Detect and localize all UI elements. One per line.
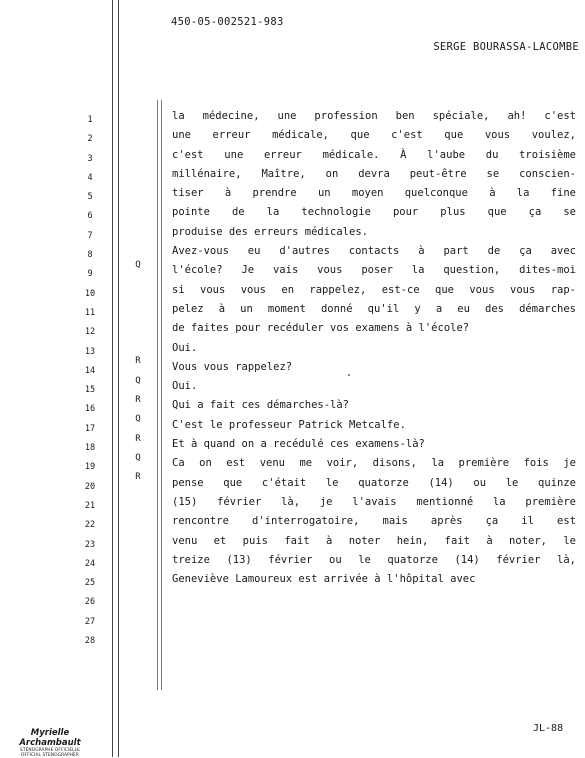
line-number: 5 (87, 192, 93, 203)
page-number: JL-88 (533, 723, 564, 734)
stenographer-stamp (0, 728, 100, 758)
line-number: 12 (84, 327, 96, 338)
transcript-line: Qui a fait ces démarches-là? (172, 399, 350, 412)
line-number: 26 (84, 597, 96, 608)
line-number: 9 (87, 269, 93, 280)
transcript-line: la médecine, une profession ben spéciale, ah! c'est (172, 110, 576, 122)
transcript-line: venu et puis fait à noter hein, fait à noter, le (172, 534, 576, 547)
line-number: 24 (84, 558, 96, 569)
line-number: 7 (87, 230, 93, 241)
transcript-line: tiser à prendre un moyen quelconque à la fine (172, 187, 576, 200)
line-number: 2 (87, 134, 93, 145)
stenographer-title-en: OFFICIAL STENOGRAPHER (21, 753, 79, 758)
line-number: 16 (84, 404, 96, 415)
transcript-line: C'est le professeur Patrick Metcalfe. (172, 418, 406, 431)
line-number: 25 (84, 578, 96, 589)
transcript-line: Ca on est venu me voir, disons, la première fois je (172, 457, 576, 470)
transcript-line: produise des erreurs médicales. (172, 225, 368, 238)
line-number: 13 (84, 346, 96, 357)
transcript-line: millénaire, Maître, on devra peut-être se conscien- (172, 167, 576, 180)
line-number: 23 (84, 539, 96, 550)
transcript-line: Vous vous rappelez? (172, 360, 293, 373)
transcript-line: de faites pour recéduler vos examens à l'école? (172, 322, 470, 335)
stenographer-title-fr: STÉNOGRAPHE OFFICIELLE (20, 748, 80, 753)
speaker-column-rule (157, 100, 158, 690)
transcript-line: treize (13) février ou le quatorze (14) février là, (172, 553, 576, 566)
line-number: 15 (84, 385, 96, 396)
scan-speck (348, 374, 350, 376)
speaker-marker: R (135, 395, 141, 406)
speaker-marker: Q (135, 375, 141, 386)
line-number: 6 (87, 211, 93, 222)
speaker-marker: Q (135, 452, 141, 463)
witness-name: SERGE BOURASSA-LACOMBE (433, 41, 579, 53)
line-number: 18 (84, 443, 96, 454)
transcript-line: Oui. (172, 341, 198, 354)
transcript-line: c'est une erreur médicale. À l'aube du troisième (172, 148, 576, 161)
stenographer-name: Myrielle Archambault (19, 728, 81, 748)
transcript-line: si vous vous en rappelez, est-ce que vous vous rap- (172, 283, 576, 296)
speaker-marker: Q (135, 414, 141, 425)
line-number: 11 (84, 307, 96, 318)
line-number: 3 (87, 153, 93, 164)
document-number: 450-05-002521-983 (171, 16, 284, 28)
line-number: 27 (84, 616, 96, 627)
transcript-line: Et à quand on a recédulé ces examens-là? (172, 438, 425, 451)
line-number: 22 (84, 520, 96, 531)
transcript-line: Geneviève Lamoureux est arrivée à l'hôpital avec (172, 573, 476, 586)
line-number: 17 (84, 423, 96, 434)
transcript-line: pense que c'était le quatorze (14) ou le quinze (172, 476, 576, 489)
speaker-marker (128, 314, 148, 333)
transcript-line: l'école? Je vais vous poser la question, dites-moi (172, 264, 576, 277)
margin-rule-left (112, 0, 113, 757)
speaker-marker: R (135, 356, 141, 367)
line-number: 19 (84, 462, 96, 473)
line-number: 10 (84, 288, 96, 299)
line-number-column (78, 111, 102, 651)
line-number: 1 (87, 115, 93, 125)
line-number: 28 (84, 636, 96, 647)
transcript-line: rencontre d'interrogatoire, mais après ça il est (172, 515, 576, 528)
speaker-marker (128, 333, 148, 352)
speaker-marker: R (135, 433, 141, 444)
speaker-marker (128, 275, 148, 294)
transcript-line: Oui. (172, 380, 198, 393)
margin-rule-left-inner (118, 0, 119, 757)
speaker-marker: R (135, 472, 141, 483)
transcript-text (172, 107, 576, 589)
transcript-line: pelez à un moment donné qu'il y a eu des démarches (172, 302, 576, 315)
transcript-line: une erreur médicale, que c'est que vous voulez, (172, 129, 576, 142)
line-number: 21 (84, 500, 96, 511)
speaker-marker-column (128, 256, 148, 488)
line-number: 20 (84, 481, 96, 492)
speaker-column-rule-inner (161, 100, 162, 690)
speaker-marker (128, 295, 148, 314)
line-number: 14 (84, 365, 96, 376)
line-number: 4 (87, 172, 93, 183)
line-number: 8 (87, 250, 93, 261)
transcript-line: (15) février là, je l'avais mentionné la première (172, 495, 576, 508)
speaker-marker: Q (135, 260, 141, 270)
transcript-line: Avez-vous eu d'autres contacts à part de ça avec (172, 245, 576, 258)
transcript-line: pointe de la technologie pour plus que ça se (172, 206, 576, 219)
